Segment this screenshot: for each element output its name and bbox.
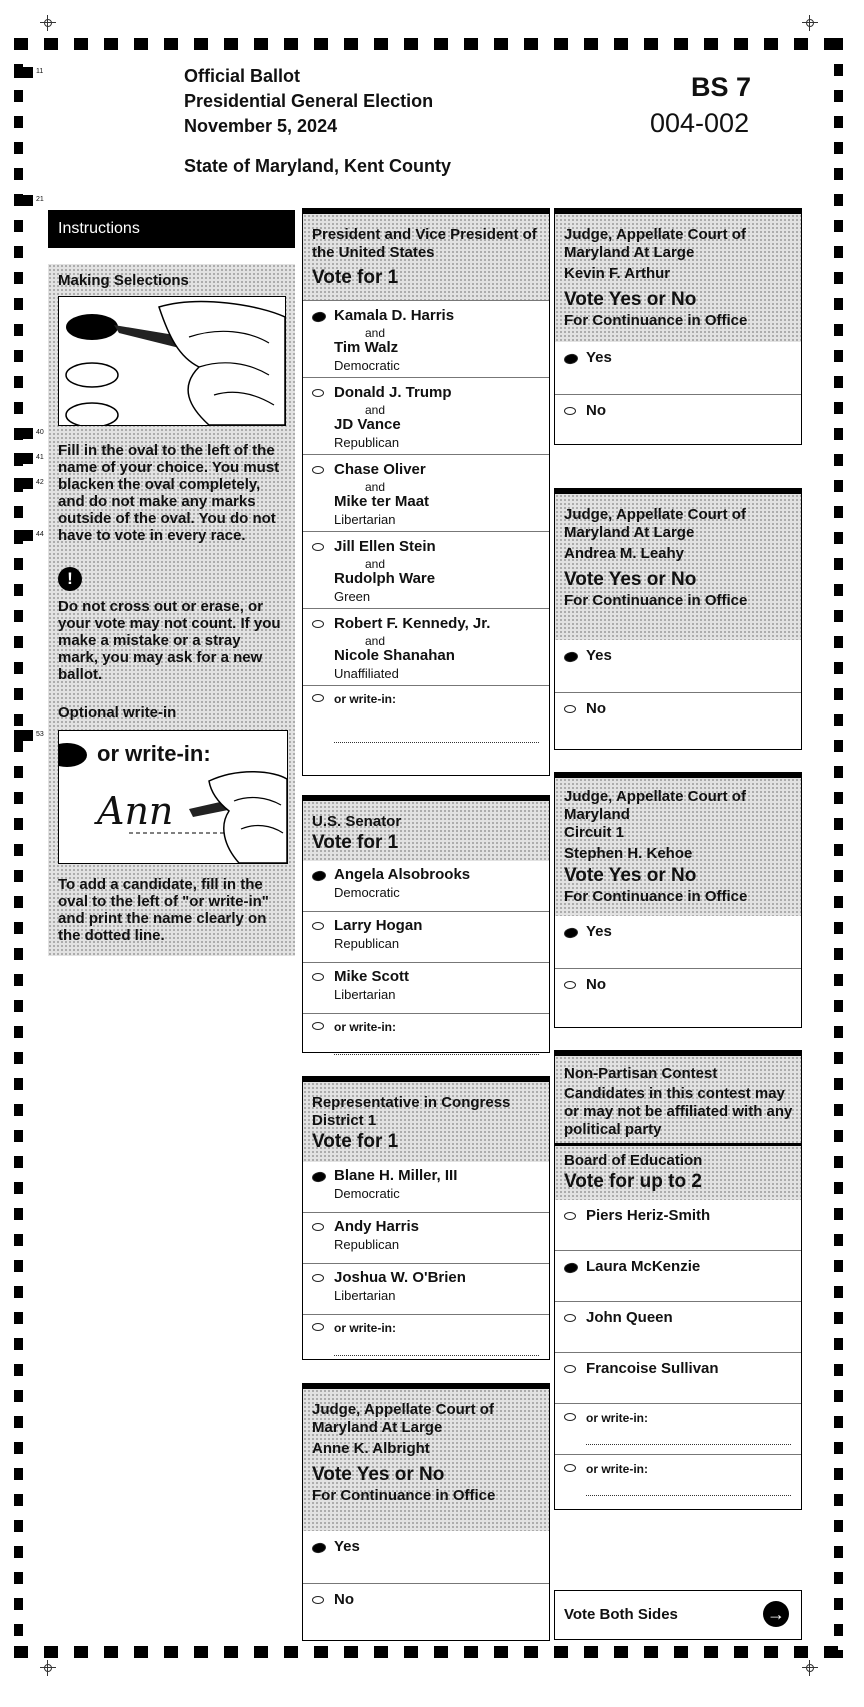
writein-row[interactable] <box>555 1454 801 1505</box>
and-label: and <box>365 480 386 494</box>
selection-oval[interactable] <box>564 1212 576 1220</box>
vote-yes-no-label: Vote Yes or No <box>564 865 697 886</box>
selection-oval[interactable] <box>311 1171 327 1183</box>
vote-for-label: Vote for 1 <box>312 832 399 853</box>
ballot-style: BS 7 <box>691 72 752 102</box>
party-label: Libertarian <box>334 512 396 527</box>
selection-oval[interactable] <box>312 1223 324 1231</box>
candidate-name: Kamala D. Harris <box>334 307 455 324</box>
candidate-name: Angela Alsobrooks <box>334 866 471 883</box>
timing-mark <box>14 530 33 541</box>
writein-example-label: or write-in: <box>97 741 211 766</box>
candidate-name: Francoise Sullivan <box>586 1360 719 1377</box>
ballot-border-right <box>834 38 843 1658</box>
ballot-title-line: Official Ballot <box>184 66 301 86</box>
circuit-label: Circuit 1 <box>564 824 625 841</box>
contest-president <box>302 208 550 776</box>
party-label: Unaffiliated <box>334 666 399 681</box>
contest-title: Judge, Appellate Court of Maryland At Large <box>564 226 746 261</box>
selection-oval[interactable] <box>311 870 327 882</box>
contest-header <box>303 1389 549 1531</box>
candidate-row[interactable] <box>303 861 549 911</box>
no-label: No <box>586 402 606 419</box>
vote-for-label: Vote for 1 <box>312 267 399 288</box>
contest-title: Representative in Congress District 1 <box>312 1094 511 1129</box>
ballot-title-line: Presidential General Election <box>184 91 434 111</box>
arrow-right-icon: → <box>763 1601 789 1627</box>
contest-header <box>303 1082 549 1162</box>
writein-line[interactable] <box>586 1444 791 1445</box>
party-label: Libertarian <box>334 1288 396 1303</box>
writein-line[interactable] <box>334 742 539 743</box>
timing-mark <box>14 67 33 78</box>
candidate-row[interactable] <box>555 1301 801 1352</box>
timing-mark <box>14 428 33 439</box>
timing-mark <box>14 730 33 741</box>
selection-oval[interactable] <box>312 973 324 981</box>
continuance-label: For Continuance in Office <box>312 1487 496 1504</box>
contest-judge-leahy <box>554 488 802 750</box>
writein-row[interactable] <box>303 1314 549 1365</box>
warning-icon: ! <box>58 567 82 591</box>
party-label: Democratic <box>334 1186 400 1201</box>
candidate-name: John Queen <box>586 1309 673 1326</box>
contest-title: U.S. Senator <box>312 813 402 830</box>
writein-label: or write-in: <box>334 1020 396 1034</box>
and-label: and <box>365 326 386 340</box>
writein-example-name: Ann <box>97 789 174 833</box>
vote-yes-no-label: Vote Yes or No <box>564 289 697 310</box>
yes-label: Yes <box>586 923 612 940</box>
selection-oval[interactable] <box>311 1542 327 1554</box>
instructions-panel <box>48 210 295 956</box>
selection-oval[interactable] <box>563 353 579 365</box>
no-label: No <box>586 700 606 717</box>
continuance-label: For Continuance in Office <box>564 312 748 329</box>
candidate-name: Andy Harris <box>334 1218 420 1235</box>
judge-name: Kevin F. Arthur <box>564 265 671 282</box>
selection-oval[interactable] <box>312 694 324 702</box>
party-label: Republican <box>334 435 400 450</box>
selection-oval[interactable] <box>312 620 324 628</box>
selection-oval[interactable] <box>312 1596 324 1604</box>
registration-mark <box>40 15 56 31</box>
nonpartisan-note: Candidates in this contest may or may not be affiliated with any political party <box>564 1085 793 1138</box>
yes-row[interactable] <box>303 1531 549 1583</box>
no-row[interactable] <box>555 692 801 745</box>
candidate-row[interactable] <box>303 1162 549 1212</box>
writein-line[interactable] <box>586 1495 791 1496</box>
candidate-row[interactable] <box>303 608 549 685</box>
selection-oval[interactable] <box>563 651 579 663</box>
candidate-name: Laura McKenzie <box>586 1258 701 1275</box>
no-row[interactable] <box>555 394 801 447</box>
judge-name: Andrea M. Leahy <box>564 545 685 562</box>
ballot-border-left <box>14 38 23 1658</box>
contest-header <box>303 801 549 861</box>
timing-mark-label: 21 <box>36 196 44 203</box>
warning-text: Do not cross out or erase, or your vote may not count. If you make a mistake or a stray mark, you may ask for a new ballot. <box>58 598 281 683</box>
ballot-title <box>184 64 433 139</box>
candidate-name: Chase Oliver <box>334 461 426 478</box>
candidate-name: Joshua W. O'Brien <box>334 1269 466 1286</box>
contest-judge-albright <box>302 1383 550 1641</box>
candidate-row[interactable] <box>555 1352 801 1403</box>
selection-oval[interactable] <box>564 1365 576 1373</box>
yes-row[interactable] <box>555 916 801 968</box>
registration-mark <box>40 1660 56 1676</box>
writein-instructions-text: To add a candidate, fill in the oval to the left of "or write-in" and print the name clearly on the dotted line. <box>58 876 269 944</box>
contest-title: President and Vice President of the United States <box>312 226 537 261</box>
making-selections-heading: Making Selections <box>58 272 189 289</box>
selection-oval[interactable] <box>311 311 327 323</box>
timing-mark-label: 41 <box>36 454 44 461</box>
contest-judge-arthur <box>554 208 802 445</box>
selection-oval[interactable] <box>564 407 576 415</box>
timing-mark-label: 40 <box>36 429 44 436</box>
selection-oval[interactable] <box>563 1262 579 1274</box>
running-mate-name: Rudolph Ware <box>334 570 436 587</box>
running-mate-name: Nicole Shanahan <box>334 647 455 664</box>
timing-mark-label: 11 <box>36 68 44 75</box>
selection-oval[interactable] <box>564 1464 576 1472</box>
continuance-label: For Continuance in Office <box>564 592 748 609</box>
yes-label: Yes <box>586 647 612 664</box>
selection-oval[interactable] <box>312 922 324 930</box>
yes-label: Yes <box>334 1538 360 1555</box>
no-row[interactable] <box>555 968 801 1021</box>
timing-mark-label: 44 <box>36 531 44 538</box>
writein-row[interactable] <box>555 1403 801 1454</box>
contest-header <box>555 494 801 640</box>
candidate-row[interactable] <box>303 300 549 377</box>
candidate-row[interactable] <box>555 1200 801 1250</box>
fill-instructions-text: Fill in the oval to the left of the name of your choice. You must blacken the oval completely, and do not make any marks outside of the oval. You do not have to vote in every race. <box>58 442 280 544</box>
selection-oval[interactable] <box>563 927 579 939</box>
contest-board-of-education <box>554 1050 802 1510</box>
yes-label: Yes <box>586 349 612 366</box>
candidate-row[interactable] <box>555 1250 801 1301</box>
registration-mark <box>802 15 818 31</box>
writein-label: or write-in: <box>586 1462 648 1476</box>
vote-both-sides-label: Vote Both Sides <box>564 1606 678 1623</box>
selection-oval[interactable] <box>312 1274 324 1282</box>
contest-title: Judge, Appellate Court of Maryland At Large <box>312 1401 494 1436</box>
writein-row[interactable] <box>303 685 549 756</box>
candidate-name: Donald J. Trump <box>334 384 452 401</box>
selection-oval[interactable] <box>312 1323 324 1331</box>
party-label: Democratic <box>334 885 400 900</box>
nonpartisan-title: Non-Partisan Contest <box>564 1065 718 1082</box>
contest-title: Judge, Appellate Court of Maryland At Large <box>564 506 746 541</box>
candidate-name: Robert F. Kennedy, Jr. <box>334 615 491 632</box>
writein-label: or write-in: <box>334 1321 396 1335</box>
timing-mark-label: 53 <box>36 731 44 738</box>
selection-oval[interactable] <box>564 1413 576 1421</box>
selection-oval[interactable] <box>564 1314 576 1322</box>
candidate-name: Mike Scott <box>334 968 410 985</box>
nonpartisan-header <box>555 1056 801 1143</box>
running-mate-name: Tim Walz <box>334 339 399 356</box>
selection-oval[interactable] <box>312 389 324 397</box>
registration-mark <box>802 1660 818 1676</box>
vote-yes-no-label: Vote Yes or No <box>564 569 697 590</box>
candidate-name: Piers Heriz-Smith <box>586 1207 711 1224</box>
timing-mark-label: 42 <box>36 479 44 486</box>
no-label: No <box>334 1591 354 1608</box>
selection-oval[interactable] <box>312 543 324 551</box>
vote-for-label: Vote for up to 2 <box>564 1171 702 1192</box>
party-label: Republican <box>334 936 400 951</box>
candidate-row[interactable] <box>303 531 549 608</box>
candidate-row[interactable] <box>303 962 549 1013</box>
contest-congress <box>302 1076 550 1360</box>
contest-header <box>555 1146 801 1200</box>
party-label: Democratic <box>334 358 400 373</box>
jurisdiction: State of Maryland, Kent County <box>184 156 452 176</box>
running-mate-name: JD Vance <box>334 416 401 433</box>
writein-label: or write-in: <box>334 692 396 706</box>
writein-line[interactable] <box>334 1355 539 1356</box>
candidate-row[interactable] <box>303 377 549 454</box>
judge-name: Anne K. Albright <box>312 1440 430 1457</box>
ballot-border-bottom <box>14 1646 844 1658</box>
contest-judge-kehoe <box>554 772 802 1028</box>
continuance-label: For Continuance in Office <box>564 888 748 905</box>
timing-mark <box>14 453 33 464</box>
candidate-row[interactable] <box>303 454 549 531</box>
contest-header <box>555 778 801 916</box>
no-label: No <box>586 976 606 993</box>
party-label: Green <box>334 589 371 604</box>
yes-row[interactable] <box>555 342 801 394</box>
selection-oval[interactable] <box>312 466 324 474</box>
candidate-name: Larry Hogan <box>334 917 423 934</box>
contest-header <box>303 214 549 300</box>
candidate-name: Jill Ellen Stein <box>334 538 436 555</box>
yes-row[interactable] <box>555 640 801 692</box>
running-mate-name: Mike ter Maat <box>334 493 430 510</box>
writein-illustration <box>58 730 288 864</box>
vote-both-sides-banner <box>554 1590 802 1640</box>
candidate-row[interactable] <box>303 911 549 962</box>
and-label: and <box>365 403 386 417</box>
timing-mark <box>14 195 33 206</box>
contest-senator <box>302 795 550 1053</box>
selection-oval[interactable] <box>564 981 576 989</box>
no-row[interactable] <box>303 1583 549 1636</box>
judge-name: Stephen H. Kehoe <box>564 845 693 862</box>
candidate-name: Blane H. Miller, III <box>334 1167 458 1184</box>
precinct-number: 004-002 <box>650 108 750 138</box>
writein-label: or write-in: <box>586 1411 648 1425</box>
instructions-title: Instructions <box>48 210 295 248</box>
and-label: and <box>365 634 386 648</box>
contest-title: Board of Education <box>564 1152 703 1169</box>
candidate-row[interactable] <box>303 1263 549 1314</box>
selection-oval[interactable] <box>564 705 576 713</box>
vote-for-label: Vote for 1 <box>312 1131 399 1152</box>
writein-heading: Optional write-in <box>58 704 177 721</box>
vote-yes-no-label: Vote Yes or No <box>312 1464 445 1485</box>
contest-title: Judge, Appellate Court of Maryland <box>564 788 746 823</box>
selection-oval[interactable] <box>312 1022 324 1030</box>
party-label: Libertarian <box>334 987 396 1002</box>
writein-row[interactable] <box>303 1013 549 1064</box>
and-label: and <box>365 557 386 571</box>
ballot-border-top <box>14 38 844 50</box>
timing-mark <box>14 478 33 489</box>
party-label: Republican <box>334 1237 400 1252</box>
contest-header <box>555 214 801 342</box>
writein-line[interactable] <box>334 1054 539 1055</box>
candidate-row[interactable] <box>303 1212 549 1263</box>
ballot-title-line: November 5, 2024 <box>184 116 338 136</box>
fill-oval-illustration <box>58 296 286 426</box>
